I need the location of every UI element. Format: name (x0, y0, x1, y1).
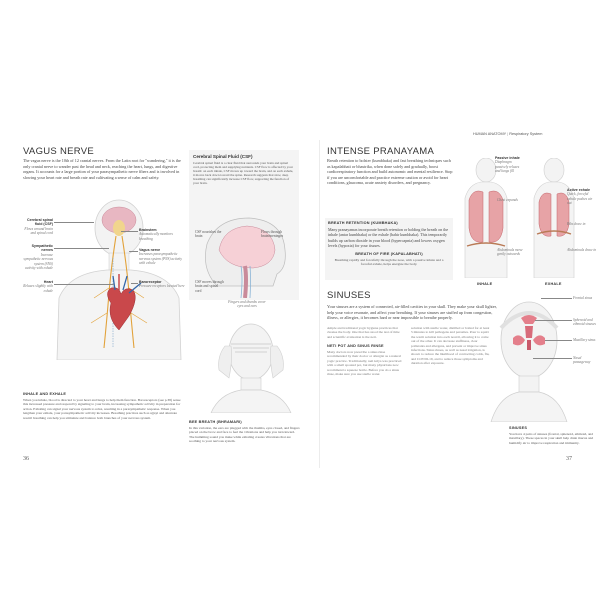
breath-of-fire-text: Breathing rapidly and forcefully through the nose, with a passive inhale and a forceful exhale, helps energize the body. (334, 258, 444, 267)
label-vagus-nerve: Vagus nerve Increases parasympathetic nervous system (PNS) activity with exhale (139, 248, 183, 266)
label-abdominals-out: Abdominals move gently outwards (497, 248, 523, 257)
inhale-torso-illustration (461, 158, 511, 278)
neti-pot-heading: NETI POT AND SINUS RINSE (327, 344, 384, 348)
label-sphenoid-ethmoid: Sphenoid and ethmoid sinuses (573, 318, 596, 327)
label-baroreceptor: Baroreceptor Pressure receptors located here (139, 280, 185, 289)
bee-breath-label: Fingers and thumbs cover eyes and ears (228, 300, 266, 309)
sinuses-title: SINUSES (327, 290, 371, 301)
sinuses-intro-text: Your sinuses are a system of connected, air-filled cavities in your skull. They make your skull lighter, help your voice resonate, and affect your breathing. If your sinuses are stuffed up from congestion, illness, or allergies, it becomes hard or near impossible to breathe properly. (327, 304, 497, 321)
page-title-intense-pranayama: INTENSE PRANAYAMA (327, 146, 435, 157)
label-chest-expands: Chest expands (497, 198, 518, 202)
breath-retention-box (325, 218, 453, 280)
sinus-column-b-text: solution with sterile water, distilled or boiled for at least 5 minutes to kill pathogens and parasites. Pour to squirt the warm solution into each nostril, allowing it to come out of the other. It can decrease stuffiness, clear pollutants and allergens, and prevent or improve sinus infections. Sinus rinses, as well as nasal irrigation, is shown to reduce the likelihood of contracting colds, flu, and COVID-19, and to reduce those symptoms and duration after exposure. (411, 326, 490, 366)
bee-breath-text: In this variation, the ears are plugged with the thumbs, eyes closed, and fingers placed on the brow and face to feel the vibrations and help you turn inward. The humming sound you make while exhaling creates vibrations that are soothing to your nervous system. (189, 426, 300, 444)
label-nasal-passageway: Nasal passageway (573, 356, 591, 365)
bee-breath-illustration (201, 308, 301, 413)
page-gutter (319, 140, 320, 468)
sinus-face-illustration (489, 292, 569, 422)
inhale-exhale-heading: INHALE AND EXHALE (23, 392, 67, 396)
breath-retention-heading: BREATH RETENTION (KUMBHAKA) (328, 221, 398, 225)
inhale-exhale-text: When you inhale, blood is directed to your heart and lungs to help them function. Baroreceptors (see p.38) sense this increased pressure and respond by signaling to your brain, increasing sympathetic activity in preparation for action. Exhaling can signal your nervous system to relax, resulting in a parasympathetic response. When you lengthen your exhale, your parasympathetic activity increases. Breathing practices such as ujjayi and alternate nostril breathing can help you stimulate and balance both branches of your nervous system. (23, 398, 181, 420)
label-ribs-draw-in: Ribs draw in (567, 222, 586, 226)
running-header: HUMAN ANATOMY | Respiratory System (473, 132, 543, 136)
book-spread (21, 132, 597, 468)
bee-breath-heading: BEE BREATH (BHRAMARI) (189, 420, 242, 424)
csf-box-title: Cerebral Spinal Fluid (CSF) (193, 154, 253, 159)
csf-sidebar-box (189, 150, 299, 300)
label-passive-inhale: Passive inhale Diaphragm passively relaxes and lungs fill (495, 156, 520, 174)
page-number-right: 37 (566, 456, 572, 462)
exhale-torso-illustration (529, 158, 579, 278)
exhale-caption: EXHALE (545, 282, 562, 286)
label-maxillary-sinus: Maxillary sinus (573, 338, 596, 342)
csf-label-nourishes: CSF nourishes the brain (195, 230, 222, 239)
csf-box-text: Cerebral spinal fluid is a clear fluid that surrounds your brain and spinal cord, protecting them and supplying nutrients. CSF flow is affected by your breath: on each inhale, CSF moves up toward the brain, and on each exhale, it moves back down toward the spine. Research suggests that slow, deep breathing can significantly increase CSF flow, supporting the function of your brain. (193, 161, 294, 186)
page-number-left: 36 (23, 456, 29, 462)
sinus-caption-heading: SINUSES (509, 426, 528, 430)
label-abdominals-in: Abdominals draw in (567, 248, 597, 252)
pranayama-intro-text: Breath retention to bolster (kumbhaka) and fast breathing techniques such as kapalabhati or bhastrika, when done safely and gradually, boost cardiorespiratory function and build autonomic and mental resilience. Stop if you are uncomfortable and practice extreme caution or avoid for heart conditions, glaucoma, acute anxiety disorders, and pregnancy. (327, 158, 453, 186)
breath-of-fire-heading: BREATH OF FIRE (KAPALABHATI) (355, 252, 423, 256)
csf-label-moves: CSF moves through brain and spinal cord (195, 280, 224, 293)
sinus-column-a-text: Ample and traditional yogic hygiene practices that cleanse the body. One that has stood the test of time and scientific evaluation is the neti. (327, 326, 400, 339)
label-active-exhale: Active exhale Quick, forceful exhale pushes air out (567, 188, 593, 206)
label-heart: Heart Relaxes slightly with exhale (23, 280, 53, 293)
neti-pot-text: Many doctors now prescribe a sinus rinse recommended by their doctor or allergist as a natural yogic practice. Traditionally, neti kriya was practiced with a small spouted pot, but many physicians now recommend a squeeze bottle. Before you do a sinus rinse, make sure you use sterile water. (327, 350, 402, 377)
inhale-caption: INHALE (477, 282, 493, 286)
label-csf: Cerebral spinal fluid (CSF) Flows around brain and spinal cord (24, 218, 53, 236)
page-title-vagus-nerve: VAGUS NERVE (23, 146, 95, 157)
vagus-intro-text: The vagus nerve is the 10th of 12 cranial nerves. From the Latin root for "wandering," it is the only cranial nerve to wander past the head and neck, reaching the heart, lungs, and digestive organs. It accounts for a large portion of your parasympathetic nerve fibers and is involved in slowing your heart rate and breath rate and cultivating a sense of calm and safety. (23, 158, 181, 180)
breath-retention-text: Many pranayamas incorporate breath retention or holding the breath on the inhale (antar kumbhaka) or the exhale (bahir kumbhaka). This temporarily builds up carbon dioxide in your blood (hypercapnia) and lowers oxygen levels (hypoxia) for your tissues. (328, 227, 449, 249)
csf-label-flows: Flows through brain/meninges (261, 230, 284, 239)
label-frontal-sinus: Frontal sinus (573, 296, 593, 300)
label-brainstem: Brainstem Automatically monitors breathing (139, 228, 173, 241)
sinus-caption-text: You have 4 pairs of sinuses (frontal, sphenoid, ethmoid, and maxillary). These spaces in your skull help drain mucus and humidify air to improve respiration and immunity. (509, 432, 594, 445)
label-sympathetic: Sympathetic nerves Increase sympathetic nervous system (SNS) activity with exhale (23, 244, 53, 271)
